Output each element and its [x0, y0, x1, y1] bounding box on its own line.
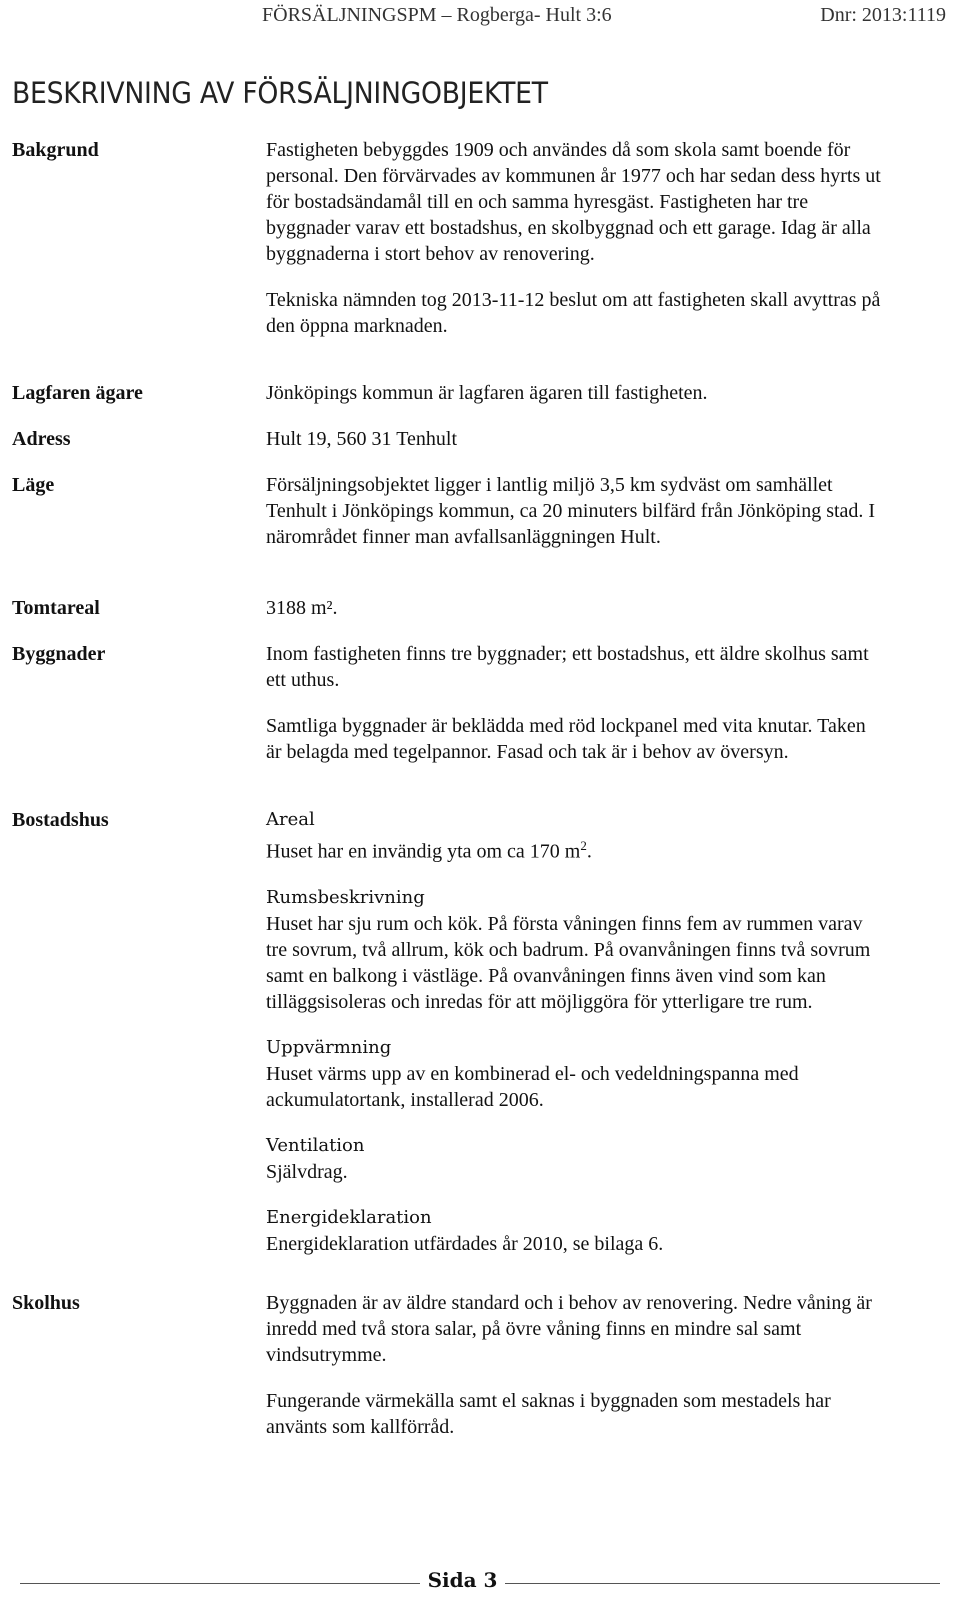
subsection-ventilation — [266, 1133, 882, 1185]
section-lage — [12, 472, 882, 595]
paragraph: Hult 19, 560 31 Tenhult — [266, 428, 458, 450]
areal-text: Huset har en invändig yta om ca 170 m — [266, 840, 581, 863]
section-label: Lagfaren ägare — [12, 382, 143, 404]
section-content — [266, 137, 882, 380]
paragraph: Byggnaden är av äldre standard och i behov av renovering. Nedre våning är inredd med två stora salar, på övre våning finns en mindre sal samt vindsutrymme. — [266, 1292, 872, 1366]
section-label: Bakgrund — [12, 139, 99, 161]
paragraph: Jönköpings kommun är lagfaren ägaren till fastigheten. — [266, 382, 708, 404]
page-title: BESKRIVNING AV FÖRSÄLJNINGOBJEKTET — [12, 76, 548, 110]
section-content — [266, 472, 882, 595]
areal-end: . — [586, 840, 592, 863]
subsection-rumsbeskrivning — [266, 885, 882, 1015]
section-label: Adress — [12, 428, 71, 450]
energideklaration-text: Energideklaration utfärdades år 2010, se bilaga 6. — [266, 1232, 664, 1255]
subsection-uppvarmning — [266, 1035, 882, 1113]
section-tomtareal — [12, 595, 882, 641]
subheading-rumsbeskrivning: Rumsbeskrivning — [266, 886, 425, 908]
subsection-energideklaration — [266, 1205, 882, 1257]
section-byggnader — [12, 641, 882, 807]
rumsbeskrivning-text: Huset har sju rum och kök. På första våningen finns fem av rummen varav tre sovrum, två allrum, kök och badrum. På ovanvåningen finns två sovrum samt en balkong i västläge. På ovanvåningen finns även vind som kan tilläggsisoleras och inredas för att möjliggöra för ytterligare tre rum. — [266, 912, 871, 1013]
page-number: Sida 3 — [427, 1568, 498, 1592]
section-label: Byggnader — [12, 643, 106, 665]
ventilation-text: Självdrag. — [266, 1160, 348, 1183]
subheading-ventilation: Ventilation — [266, 1134, 365, 1156]
areal-superscript: 2 — [580, 838, 587, 853]
section-content — [266, 426, 882, 472]
paragraph: Tekniska nämnden tog 2013-11-12 beslut om att fastigheten skall avyttras på den öppna marknaden. — [266, 289, 881, 337]
header-diary-number: Dnr: 2013:1119 — [820, 4, 946, 26]
section-adress — [12, 426, 882, 472]
section-content — [266, 380, 882, 426]
footer-rule-left — [20, 1583, 420, 1584]
header-document-title: FÖRSÄLJNINGSPM – Rogberga- Hult 3:6 — [262, 4, 612, 26]
subheading-areal: Areal — [266, 809, 315, 830]
footer-rule-right — [505, 1583, 940, 1584]
section-bakgrund — [12, 137, 882, 380]
page-footer — [0, 1568, 960, 1598]
section-content — [266, 1290, 882, 1440]
paragraph: Samtliga byggnader är beklädda med röd lockpanel med vita knutar. Taken är belagda med tegelpannor. Fasad och tak är i behov av översyn. — [266, 715, 866, 763]
paragraph: 3188 m². — [266, 597, 338, 619]
section-label: Skolhus — [12, 1292, 80, 1314]
section-content — [266, 807, 882, 1290]
section-label: Tomtareal — [12, 597, 100, 619]
section-skolhus — [12, 1290, 882, 1440]
section-content — [266, 641, 882, 807]
document-body — [12, 137, 882, 1440]
subheading-energideklaration: Energideklaration — [266, 1206, 432, 1228]
subsection-areal — [266, 807, 882, 865]
section-bostadshus — [12, 807, 882, 1290]
paragraph: Fastigheten bebyggdes 1909 och användes då som skola samt boende för personal. Den förvärvades av kommunen år 1977 och har sedan dess hyrts ut för bostadsändamål till en och samma hyresgäst. Fastigheten har tre byggnader varav ett bostadshus, en skolbyggnad och ett garage. Idag är alla byggnaderna i stort behov av renovering. — [266, 139, 881, 265]
paragraph: Inom fastigheten finns tre byggnader; ett bostadshus, ett äldre skolhus samt ett uthus. — [266, 643, 869, 691]
paragraph: Fungerande värmekälla samt el saknas i byggnaden som mestadels har använts som kallförråd. — [266, 1390, 831, 1438]
section-content — [266, 595, 882, 641]
section-label: Läge — [12, 474, 55, 496]
uppvarmning-text: Huset värms upp av en kombinerad el- och vedeldningspanna med ackumulatortank, installerad 2006. — [266, 1062, 799, 1111]
section-label: Bostadshus — [12, 809, 109, 831]
subheading-uppvarmning: Uppvärmning — [266, 1036, 392, 1058]
paragraph: Försäljningsobjektet ligger i lantlig miljö 3,5 km sydväst om samhället Tenhult i Jönköpings kommun, ca 20 minuters bilfärd från Jönköping stad. I närområdet finner man avfallsanläggningen Hult. — [266, 474, 876, 548]
page-header — [262, 4, 946, 34]
section-lagfaren-agare — [12, 380, 882, 426]
